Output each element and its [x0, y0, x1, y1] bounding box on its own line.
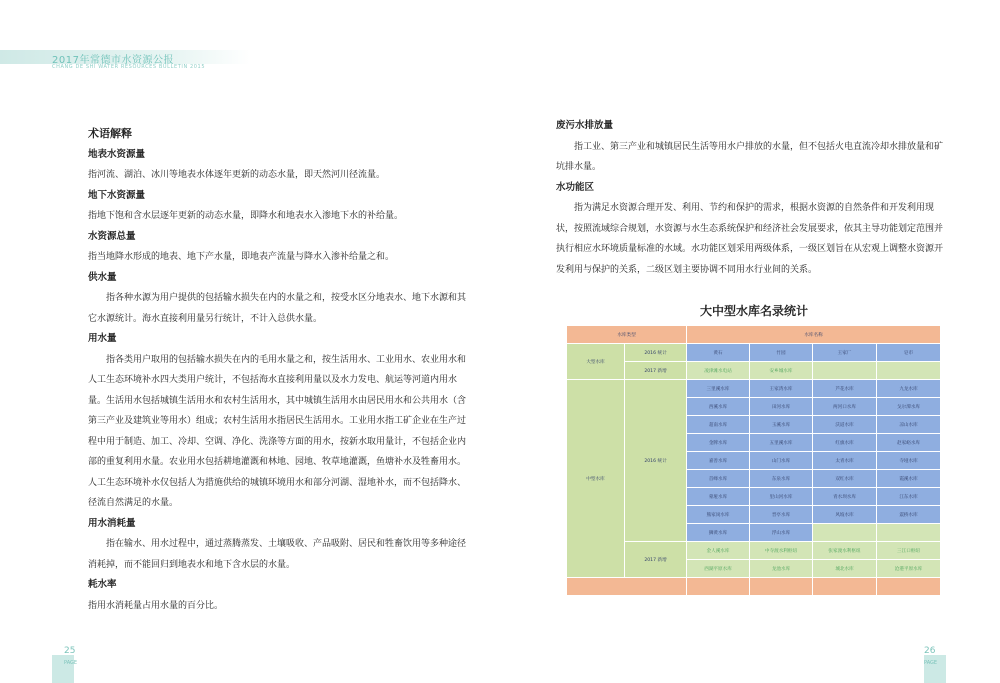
term-text: 指在输水、用水过程中，通过蒸腾蒸发、土壤吸收、产品吸附、居民和牲畜饮用等多种途径消耗掉，而不能回归到地表水和地下含水层的水量。 [88, 539, 467, 570]
reservoir-cell: 熊家岗水库 [687, 506, 750, 524]
term-title: 供水量 [88, 271, 117, 283]
term-text: 指工业、第三产业和城镇居民生活等用水户排放的水量，但不包括火电直流冷却水排放量和矿坑排水量。 [556, 141, 944, 172]
reservoir-cell: 红旗水库 [813, 434, 877, 452]
reservoir-cell: 两河口水库 [813, 398, 877, 416]
reservoir-cell: 张家渡水利枢纽 [813, 542, 877, 560]
reservoir-cell: 首峰水库 [687, 470, 750, 488]
term-text: 指用水消耗量占用水量的百分比。 [88, 600, 224, 611]
reservoir-cell: 霞溪水库 [877, 470, 941, 488]
year-cell: 2017 新增 [625, 362, 687, 380]
reservoir-cell: 金牌水库 [687, 434, 750, 452]
footer-cell [567, 578, 687, 596]
year-cell: 2016 统计 [625, 344, 687, 362]
reservoir-cell: 江东水库 [877, 488, 941, 506]
table-footer-row [567, 578, 941, 596]
reservoir-cell: 西溪水库 [687, 398, 750, 416]
reservoir-cell: 震桥水库 [877, 506, 941, 524]
category-cell: 大型水库 [567, 344, 625, 380]
footer-cell [750, 578, 813, 596]
reservoir-cell: 沃道水库 [813, 416, 877, 434]
reservoir-cell: 安乡城水库 [750, 362, 813, 380]
empty-cell [813, 362, 877, 380]
reservoir-cell: 五里溪水库 [750, 434, 813, 452]
year-cell: 2017 新增 [625, 542, 687, 578]
reservoir-cell: 晋亭水库 [750, 506, 813, 524]
reservoir-cell: 黄石 [687, 344, 750, 362]
term-text: 指各种水源为用户提供的包括输水损失在内的水量之和，按受水区分地表水、地下水源和其它水源统计。海水直接利用量另行统计，不计入总供水量。 [88, 293, 467, 324]
bulletin-subtitle: CHANG DE SHI WATER RESOURCES BULLETIN 2015 [52, 64, 206, 70]
term-text: 指各类用户取用的包括输水损失在内的毛用水量之和，按生活用水、工业用水、农业用水和人工生态环境补水四大类用户统计，不包括海水直接利用量以及水力发电、航运等河道内用水量。生活用水包括城镇生活用水和农村生活用水，其中城镇生活用水由居民用水和公共用水（含第三产业及建筑业等用水）组成；农村生活用水指居民生活用水。工业用水指工矿企业在生产过程中用于制造、加工、冷却、空调、净化、洗涤等方面的用水，按新水取用量计，不包括企业内部的重复利用水量。农业用水包括耕地灌溉和林地、园地、牧草地灌溉，鱼塘补水及牲畜用水。人工生态环境补水仅包括人为措施供给的城镇环境用水和部分河湖、湿地补水，而不包括降水、径流自然满足的水量。 [88, 354, 467, 508]
term-title: 水资源总量 [88, 230, 136, 242]
reservoir-cell: 西湖平原水库 [687, 560, 750, 578]
reservoir-cell: 三江口枢纽 [877, 542, 941, 560]
page-label-right: PAGE [924, 660, 938, 666]
section-title: 术语解释 [88, 127, 132, 140]
left-column [88, 124, 466, 616]
term-title: 用水量 [88, 333, 117, 344]
right-column [556, 116, 946, 280]
header-cell: 水库名称 [687, 326, 941, 344]
term-text: 指当地降水形成的地表、地下产水量，即地表产流量与降水入渗补给量之和。 [88, 252, 395, 262]
reservoir-cell: 龙池水库 [750, 560, 813, 578]
reservoir-cell: 沧港平原水库 [877, 560, 941, 578]
reservoir-cell: 风坡水库 [813, 506, 877, 524]
reservoir-cell: 三里溪水库 [687, 380, 750, 398]
year-cell: 2016 统计 [625, 380, 687, 542]
reservoir-cell: 寺垭水库 [877, 452, 941, 470]
table-row [567, 380, 941, 398]
header-cell: 水库类型 [567, 326, 687, 344]
empty-cell [813, 524, 877, 542]
reservoir-cell: 嘉善水库 [687, 452, 750, 470]
term-title: 地表水资源量 [88, 148, 146, 160]
table-title: 大中型水库名录统计 [699, 304, 808, 318]
reservoir-cell: 城北水库 [813, 560, 877, 578]
reservoir-cell: 超南水库 [687, 416, 750, 434]
empty-cell [877, 524, 941, 542]
reservoir-cell: 山门水库 [750, 452, 813, 470]
term-text: 指河流、湖泊、冰川等地表水体逐年更新的动态水量，即天然河川径流量。 [88, 170, 386, 180]
reservoir-table [566, 325, 941, 596]
page-number-right: 26 [924, 646, 936, 656]
empty-cell [877, 362, 941, 380]
term-text: 指地下饱和含水层逐年更新的动态水量，即降水和地表水入渗地下水的补给量。 [88, 211, 404, 221]
reservoir-cell: 王家厂 [813, 344, 877, 362]
reservoir-cell: 竹园 [750, 344, 813, 362]
table-row [567, 344, 941, 362]
table-header-row [567, 326, 941, 344]
term-title: 水功能区 [556, 181, 595, 193]
reservoir-cell: 里山河水库 [750, 488, 813, 506]
term-title: 废污水排放量 [556, 120, 614, 131]
footer-cell [687, 578, 750, 596]
reservoir-cell: 中寺渡水利枢纽 [750, 542, 813, 560]
reservoir-cell: 太青水库 [813, 452, 877, 470]
term-text: 指为满足水资源合理开发、利用、节约和保护的需求，根据水资源的自然条件和开发利用现状，按照流域综合规划，水资源与水生态系统保护和经济社会发展要求，依其主导功能划定范围并执行相应水环境质量标准的水域。水功能区划采用两级体系，一级区划旨在从宏观上调整水资源开发利用与保护的关系，二级区划主要协调不同用水行业间的关系。 [556, 203, 944, 275]
reservoir-cell: 青水坝水库 [813, 488, 877, 506]
term-title: 地下水资源量 [88, 189, 146, 201]
reservoir-cell: 皂市 [877, 344, 941, 362]
reservoir-cell: 戈尔潭水库 [877, 398, 941, 416]
term-title: 用水消耗量 [88, 517, 136, 529]
footer-cell [877, 578, 941, 596]
reservoir-cell: 芦花水库 [813, 380, 877, 398]
category-cell: 中型水库 [567, 380, 625, 578]
reservoir-cell: 九龙水库 [877, 380, 941, 398]
reservoir-cell: 蒙垭水库 [687, 488, 750, 506]
reservoir-cell: 凉山水库 [877, 416, 941, 434]
footer-cell [813, 578, 877, 596]
reservoir-cell: 双红水库 [813, 470, 877, 488]
reservoir-cell: 田河水库 [750, 398, 813, 416]
term-title: 耗水率 [88, 579, 117, 590]
reservoir-cell: 凌津滩水电站 [687, 362, 750, 380]
bulletin-title: 2017年常德市水资源公报 [52, 55, 174, 66]
reservoir-cell: 赵家峪水库 [877, 434, 941, 452]
reservoir-cell: 东泉水库 [750, 470, 813, 488]
reservoir-cell: 浮山水库 [750, 524, 813, 542]
reservoir-cell: 玉溪水库 [750, 416, 813, 434]
page-number-left: 25 [64, 646, 76, 656]
page-label-left: PAGE [64, 660, 78, 666]
reservoir-cell: 狮黄水库 [687, 524, 750, 542]
reservoir-cell: 金人溪水库 [687, 542, 750, 560]
reservoir-cell: 王家湾水库 [750, 380, 813, 398]
